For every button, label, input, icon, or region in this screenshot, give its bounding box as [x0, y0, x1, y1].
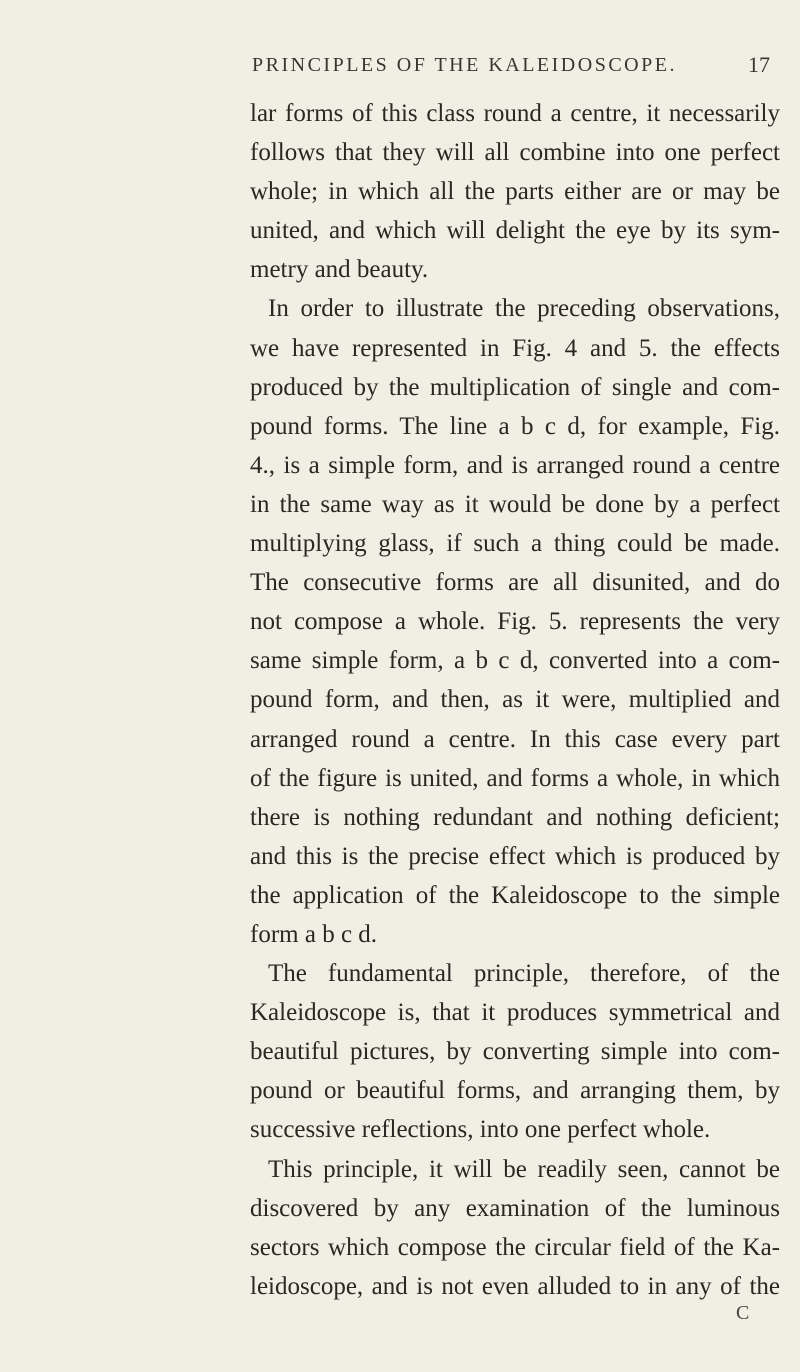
text-line: This principle, it will be readily seen, cannot be: [268, 1155, 780, 1183]
text-line: whole; in which all the parts either are or may be: [250, 178, 780, 206]
text-line: arranged round a centre. In this case every part: [250, 725, 780, 753]
text-line: successive reflections, into one perfect whole.: [250, 1116, 711, 1144]
text-line: The fundamental principle, therefore, of the: [268, 960, 780, 988]
signature-mark: C: [736, 1302, 750, 1324]
text-line: pound or beautiful forms, and arranging them, by: [250, 1077, 780, 1105]
text-line: there is nothing redundant and nothing deficient;: [250, 803, 780, 831]
page-number: 17: [748, 52, 770, 77]
text-line: and this is the precise effect which is produced by: [250, 842, 780, 870]
text-line: In order to illustrate the preceding observations,: [268, 295, 780, 323]
text-line: sectors which compose the circular field of the Ka-: [250, 1233, 780, 1261]
text-line: not compose a whole. Fig. 5. represents the very: [250, 608, 780, 636]
text-line: produced by the multiplication of single and com-: [250, 373, 780, 401]
text-line: united, and which will delight the eye by its sym-: [250, 217, 780, 245]
text-line: in the same way as it would be done by a perfect: [250, 490, 780, 518]
text-line: beautiful pictures, by converting simple into com-: [250, 1038, 780, 1066]
text-line: leidoscope, and is not even alluded to in any of the: [250, 1272, 780, 1300]
text-line: lar forms of this class round a centre, it necessarily: [250, 100, 780, 127]
text-line: Kaleidoscope is, that it produces symmetrical and: [250, 999, 780, 1027]
text-line: pound forms. The line a b c d, for example, Fig.: [250, 412, 780, 440]
running-head: PRINCIPLES OF THE KALEIDOSCOPE.: [252, 54, 677, 76]
text-line: metry and beauty.: [250, 256, 429, 284]
text-line: of the figure is united, and forms a whole, in which: [250, 764, 780, 792]
text-line: The consecutive forms are all disunited, and do: [250, 569, 780, 597]
body-text: [250, 94, 780, 1306]
text-line: multiplying glass, if such a thing could be made.: [250, 530, 780, 558]
text-line: pound form, and then, as it were, multiplied and: [250, 686, 780, 714]
text-line: 4., is a simple form, and is arranged round a centre: [250, 451, 780, 479]
text-line: same simple form, a b c d, converted into a com-: [250, 647, 780, 675]
text-line: form a b c d.: [250, 920, 378, 948]
text-line: discovered by any examination of the luminous: [250, 1194, 780, 1222]
text-line: the application of the Kaleidoscope to the simple: [250, 881, 780, 909]
text-line: follows that they will all combine into one perfect: [250, 139, 780, 167]
text-line: we have represented in Fig. 4 and 5. the effects: [250, 334, 780, 362]
